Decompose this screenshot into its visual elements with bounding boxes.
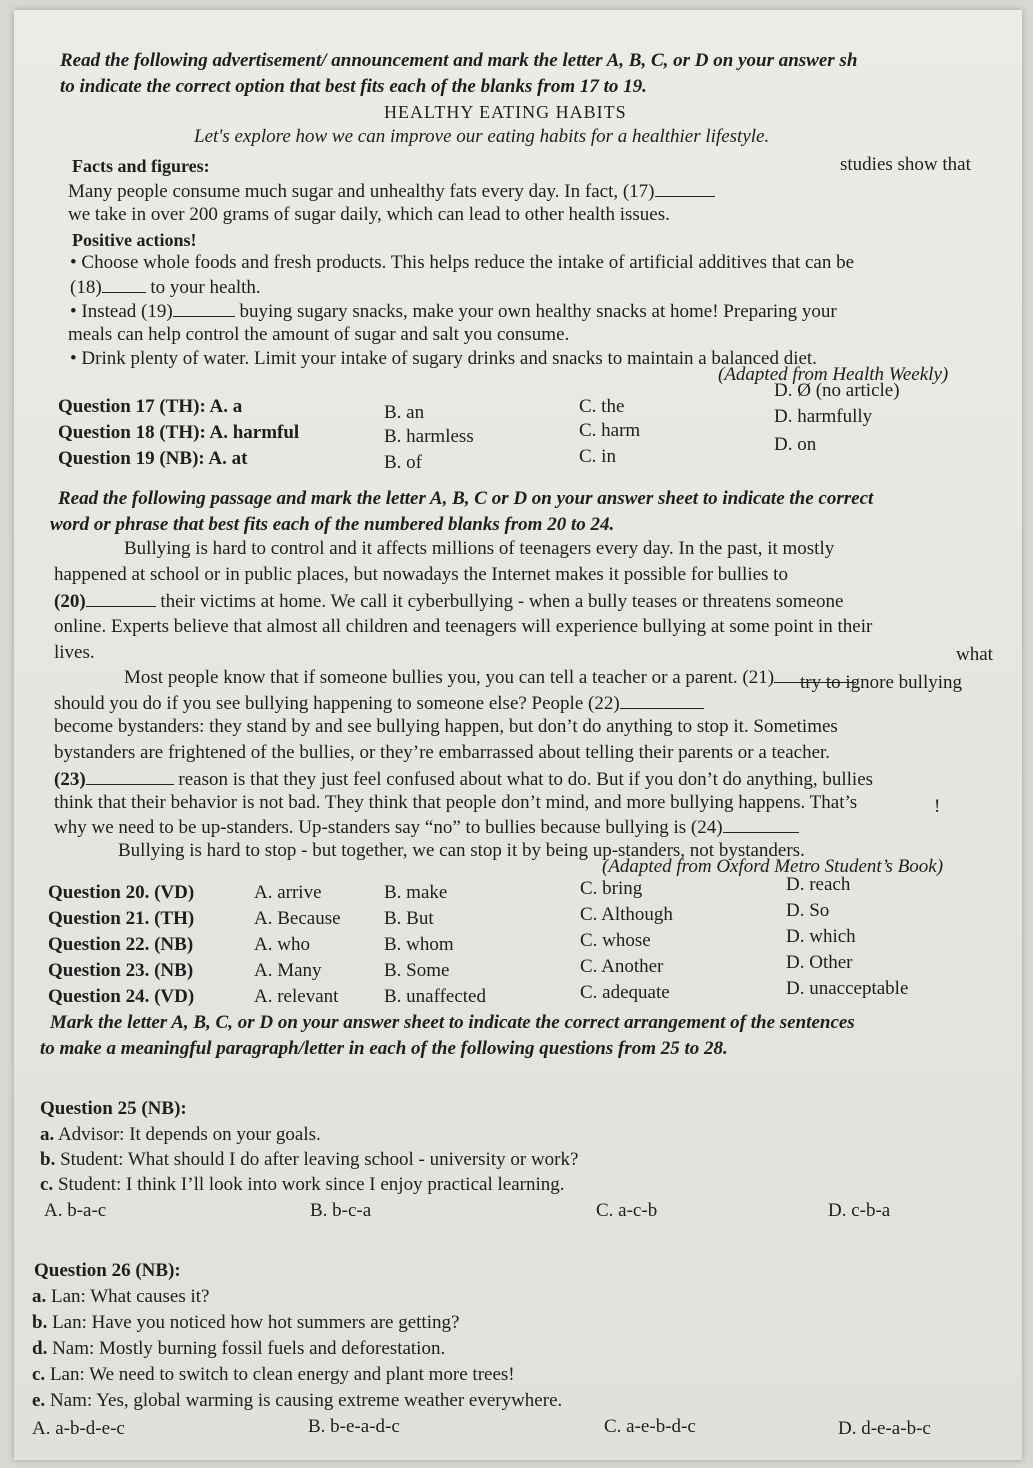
q25-line-text: Advisor: It depends on your goals.: [54, 1124, 321, 1145]
bullet-3: • Drink plenty of water. Limit your intake of sugary drinks and snacks to maintain a balanced diet.: [70, 348, 817, 370]
bullet-1-line2: (18) to your health.: [70, 277, 261, 298]
q26-option-c: C. a-e-b-d-c: [604, 1416, 696, 1437]
facts-line1-end: studies show that: [840, 154, 971, 175]
question-18: Question 18 (TH): A. harmful: [58, 422, 300, 443]
q25-option-a: A. b-a-c: [44, 1200, 107, 1221]
q25-line-1: [40, 1124, 321, 1146]
q26-line-text: Lan: Have you noticed how hot summers are getting?: [47, 1312, 460, 1333]
passage-line-2: happened at school or in public places, but nowadays the Internet makes it possible for bullies to: [54, 564, 788, 585]
q26-line-1: [32, 1286, 209, 1308]
question-22-option-b: B. whom: [384, 934, 454, 955]
question-23-label: Question 23. (NB): [48, 960, 194, 981]
question-24-option-b: B. unaffected: [384, 986, 486, 1007]
bullet-1-line1: • Choose whole foods and fresh products. This helps reduce the intake of artificial additives that can be: [70, 252, 854, 274]
ad-subtitle: Let's explore how we can improve our eating habits for a healthier lifestyle.: [194, 126, 770, 147]
q25-line-text: Student: What should I do after leaving school - university or work?: [55, 1149, 579, 1170]
blank-19: [173, 300, 235, 317]
question-23-option-c: C. Another: [580, 956, 664, 977]
bullet-2-line1: • Instead (19) buying sugary snacks, make your own healthy snacks at home! Preparing your: [70, 301, 837, 322]
passage-line-10: (23) reason is that they just feel confused about what to do. But if you don’t do anything, bullies: [54, 769, 874, 790]
question-20-option-d: D. reach: [786, 874, 851, 895]
passage-line-9: bystanders are frightened of the bullies, or they’re embarrassed about telling their parents or a teacher.: [54, 742, 831, 763]
q26-line-key: a.: [32, 1286, 47, 1307]
passage-source: (Adapted from Oxford Metro Student’s Book): [602, 856, 944, 877]
blank-22: [620, 692, 704, 709]
question-23-option-b: B. Some: [384, 960, 450, 981]
question-24-option-a: A. relevant: [254, 986, 339, 1007]
q26-line-text: Lan: We need to switch to clean energy and plant more trees!: [45, 1364, 515, 1385]
q26-line-5: [32, 1390, 562, 1412]
question-20-label: Question 20. (VD): [48, 882, 195, 903]
question-24-option-d: D. unacceptable: [786, 978, 909, 999]
q26-option-a: A. a-b-d-e-c: [32, 1418, 125, 1439]
question-20-option-b: B. make: [384, 882, 448, 903]
q25-option-b: B. b-c-a: [310, 1200, 372, 1221]
q19-option-d: D. on: [774, 434, 817, 455]
question-26-title: Question 26 (NB):: [34, 1260, 181, 1281]
q25-line-2: [40, 1149, 578, 1171]
blank-23: [86, 768, 174, 785]
ad-source: (Adapted from Health Weekly): [718, 364, 949, 385]
q17-option-b: B. an: [384, 402, 425, 423]
question-21-option-c: C. Although: [580, 904, 673, 925]
question-23-option-d: D. Other: [786, 952, 853, 973]
facts-line2: we take in over 200 grams of sugar daily, which can lead to other health issues.: [68, 204, 670, 225]
question-21-option-d: D. So: [786, 900, 830, 921]
q25-line-3: [40, 1174, 564, 1196]
passage-line-12: why we need to be up-standers. Up-standers say “no” to bullies because bullying is (24): [54, 816, 799, 839]
q26-option-d: D. d-e-a-b-c: [838, 1418, 931, 1439]
passage-line-3: (20) their victims at home. We call it cyberbullying - when a bully teases or threatens someone: [54, 591, 844, 612]
passage-line-7-end: try to ignore bullying: [800, 672, 963, 693]
question-21-option-b: B. But: [384, 908, 434, 929]
question-19: Question 19 (NB): A. at: [58, 448, 248, 469]
q26-line-key: e.: [32, 1390, 46, 1411]
blank-20: [86, 590, 156, 607]
question-24-label: Question 24. (VD): [48, 986, 195, 1007]
facts-line1: Many people consume much sugar and unhealthy fats every day. In fact, (17): [68, 180, 715, 203]
q26-line-key: c.: [32, 1364, 46, 1385]
question-22-label: Question 22. (NB): [48, 934, 194, 955]
question-22-option-c: C. whose: [580, 930, 651, 951]
section3-instruction-line1: Mark the letter A, B, C, or D on your answer sheet to indicate the correct arrangement of the sentences: [50, 1012, 855, 1033]
q26-option-b: B. b-e-a-d-c: [308, 1416, 400, 1437]
q25-line-key: b.: [40, 1149, 56, 1170]
q19-option-b: B. of: [384, 452, 422, 473]
passage-line-8: become bystanders: they stand by and see bullying happen, but don’t do anything to stop it. Sometimes: [54, 716, 838, 737]
question-20-option-a: A. arrive: [254, 882, 322, 903]
q19-option-c: C. in: [579, 446, 616, 467]
q25-option-d: D. c-b-a: [828, 1200, 891, 1221]
q26-line-3: [32, 1338, 445, 1360]
passage-line-6-end: what: [956, 644, 993, 665]
q26-line-key: d.: [32, 1338, 48, 1359]
q26-line-text: Nam: Mostly burning fossil fuels and deforestation.: [47, 1338, 446, 1359]
section3-instruction-line2: to make a meaningful paragraph/letter in each of the following questions from 25 to 28.: [40, 1038, 728, 1059]
exam-sheet: [14, 10, 1022, 1460]
section2-instruction-line1: Read the following passage and mark the letter A, B, C or D on your answer sheet to indicate the correct: [58, 488, 874, 509]
question-21-option-a: A. Because: [254, 908, 341, 929]
question-24-option-c: C. adequate: [580, 982, 670, 1003]
actions-heading: Positive actions!: [72, 230, 197, 250]
q26-line-4: [32, 1364, 515, 1386]
q26-line-key: b.: [32, 1312, 48, 1333]
passage-line-13: Bullying is hard to stop - but together, we can stop it by being up-standers, not bystanders.: [118, 840, 805, 861]
blank-18: [102, 276, 146, 293]
q25-line-key: a.: [40, 1124, 55, 1145]
blank-24: [723, 816, 799, 833]
question-25-title: Question 25 (NB):: [40, 1098, 187, 1119]
passage-line-5: lives.: [54, 642, 95, 663]
passage-line-7: should you do if you see bullying happening to someone else? People (22): [54, 692, 704, 715]
section1-instruction-line1: Read the following advertisement/ announcement and mark the letter A, B, C, or D on your answer sh: [60, 50, 858, 71]
bullet-2-line2: meals can help control the amount of sugar and salt you consume.: [68, 324, 570, 345]
section1-instruction-line2: to indicate the correct option that best fits each of the blanks from 17 to 19.: [60, 76, 647, 97]
q18-option-c: C. harm: [579, 420, 641, 441]
section2-instruction-line2: word or phrase that best fits each of the numbered blanks from 20 to 24.: [50, 514, 615, 535]
question-22-option-a: A. who: [254, 934, 310, 955]
q18-option-d: D. harmfully: [774, 406, 873, 427]
question-17: Question 17 (TH): A. a: [58, 396, 243, 417]
q25-line-key: c.: [40, 1174, 54, 1195]
q25-line-text: Student: I think I’ll look into work since I enjoy practical learning.: [53, 1174, 565, 1195]
blank-17: [655, 180, 715, 197]
question-21-label: Question 21. (TH): [48, 908, 195, 929]
ad-title: HEALTHY EATING HABITS: [384, 102, 627, 122]
passage-line-1: Bullying is hard to control and it affects millions of teenagers every day. In the past, it mostly: [124, 538, 835, 559]
q18-option-b: B. harmless: [384, 426, 474, 447]
q25-option-c: C. a-c-b: [596, 1200, 658, 1221]
question-22-option-d: D. which: [786, 926, 856, 947]
q26-line-2: [32, 1312, 459, 1334]
q17-option-c: C. the: [579, 396, 625, 417]
passage-line-4: online. Experts believe that almost all children and teenagers will experience bullying at some point in their: [54, 616, 873, 637]
passage-line-12-end: !: [934, 796, 941, 817]
passage-line-11: think that their behavior is not bad. They think that people don’t mind, and more bullying happens. That’s: [54, 792, 858, 813]
q26-line-text: Nam: Yes, global warming is causing extreme weather everywhere.: [45, 1390, 563, 1411]
passage-line-6: Most people know that if someone bullies you, you can tell a teacher or a parent. (21): [124, 666, 856, 689]
question-20-option-c: C. bring: [580, 878, 643, 899]
q17-option-d: D. Ø (no article): [774, 380, 900, 401]
q26-line-text: Lan: What causes it?: [46, 1286, 210, 1307]
question-23-option-a: A. Many: [254, 960, 322, 981]
facts-heading: Facts and figures:: [72, 156, 210, 176]
